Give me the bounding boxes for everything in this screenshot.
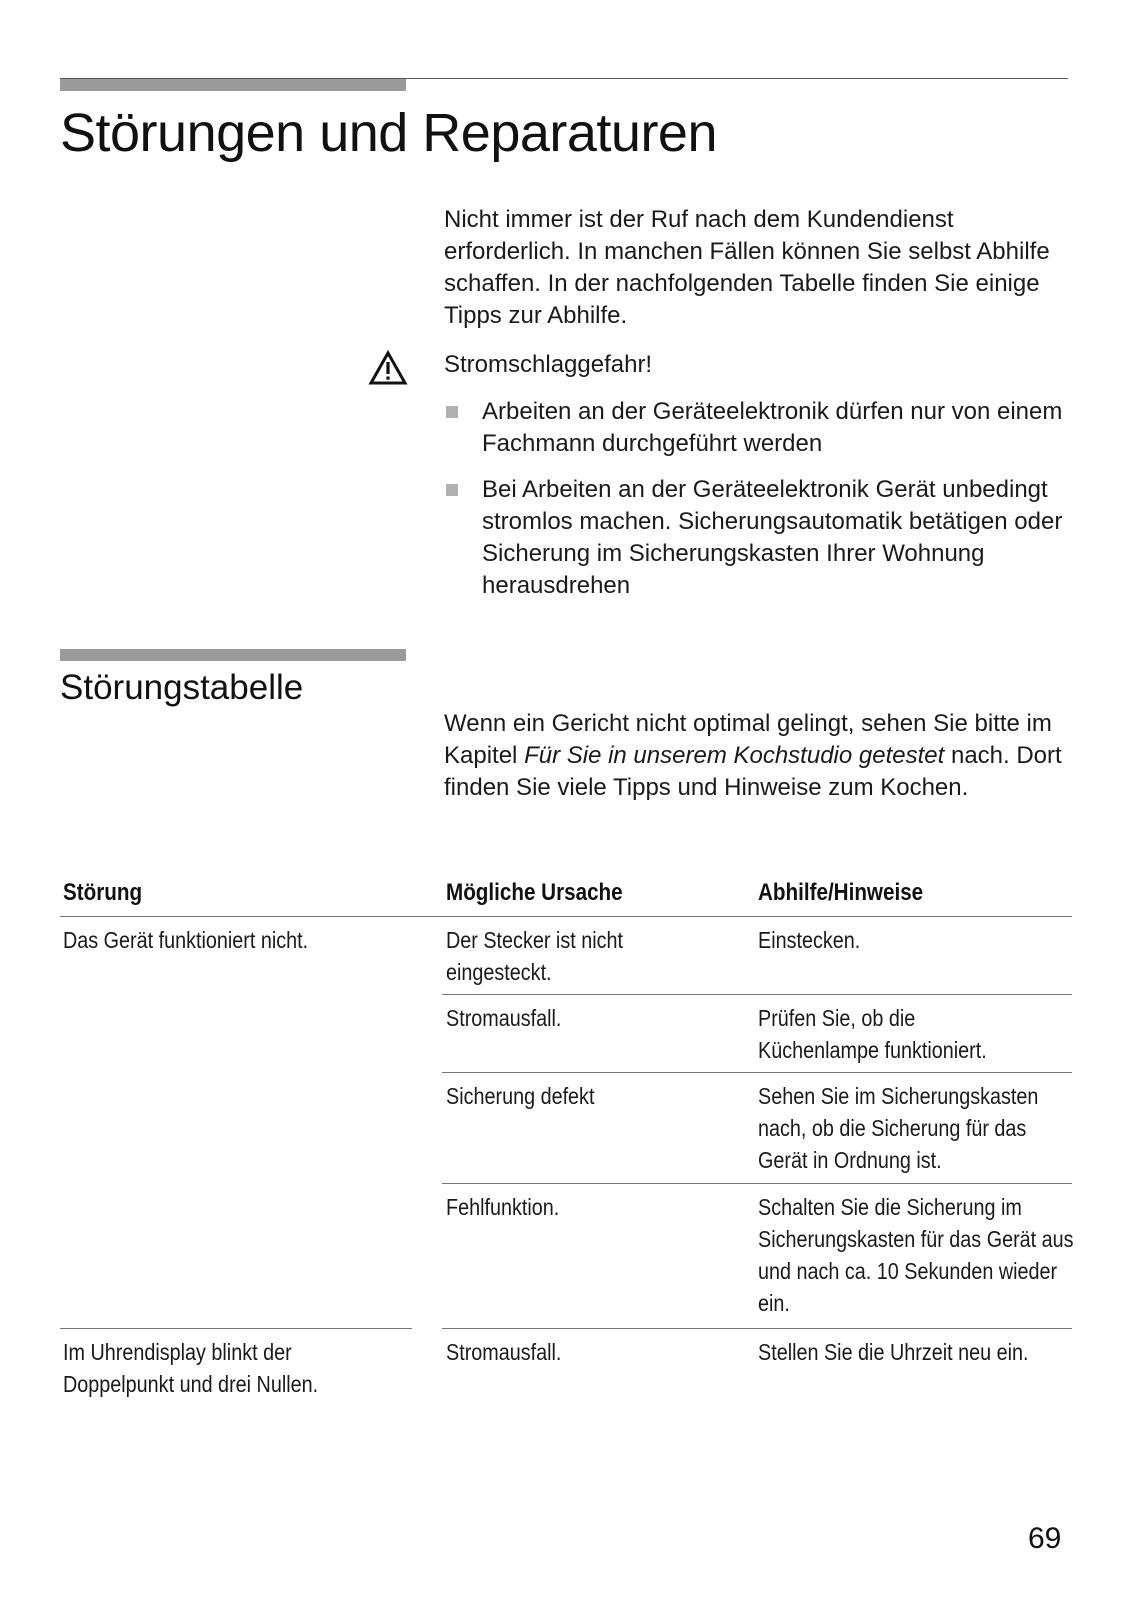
table-header-cause: Mögliche Ursache	[446, 879, 623, 906]
table-cell-remedy: Schalten Sie die Sicherung im Sicherungskasten für das Gerät aus und nach ca. 10 Sekunden wieder ein.	[758, 1194, 1074, 1316]
bullet-square-icon	[446, 406, 458, 418]
table-cell-remedy: Einstecken.	[758, 927, 861, 953]
intro-paragraph: Nicht immer ist der Ruf nach dem Kundendienst erforderlich. In manchen Fällen können Sie selbst Abhilfe schaffen. In der nachfolgenden Tabelle finden Sie einige Tipps zur Abhilfe.	[444, 206, 1050, 329]
warning-triangle-icon	[368, 350, 408, 386]
warning-title: Stromschlaggefahr!	[444, 351, 653, 378]
page-number: 69	[1028, 1522, 1062, 1555]
table-cell-fault: Im Uhrendisplay blinkt der Doppelpunkt und drei Nullen.	[63, 1339, 319, 1397]
table-cell-remedy: Stellen Sie die Uhrzeit neu ein.	[758, 1339, 1029, 1365]
table-header-remedy: Abhilfe/Hinweise	[758, 879, 924, 906]
table-cell-remedy: Sehen Sie im Sicherungskasten nach, ob die Sicherung für das Gerät in Ordnung ist.	[758, 1083, 1039, 1173]
table-cell-remedy: Prüfen Sie, ob die Küchenlampe funktioniert.	[758, 1005, 987, 1063]
warning-list	[444, 396, 1084, 616]
table-cell-cause: Stromausfall.	[446, 1005, 562, 1031]
warning-item: Arbeiten an der Geräteelektronik dürfen nur von einem Fachmann durchgeführt werden	[444, 396, 1084, 460]
page-title: Störungen und Reparaturen	[60, 103, 717, 163]
table-cell-cause: Stromausfall.	[446, 1339, 562, 1365]
warning-item: Bei Arbeiten an der Geräteelektronik Gerät unbedingt stromlos machen. Sicherungsautomatik betätigen oder Sicherung im Sicherungskasten Ihrer Wohnung herausdrehen	[444, 474, 1084, 602]
table-cell-cause: Fehlfunktion.	[446, 1194, 560, 1220]
table-row-divider	[442, 994, 1072, 995]
section-rule	[60, 649, 406, 661]
header-rule-thin	[406, 78, 1068, 79]
bullet-square-icon	[446, 484, 458, 496]
table-group-divider	[60, 1328, 412, 1329]
header-rule-thick	[60, 79, 406, 91]
table-row-divider	[442, 1183, 1072, 1184]
table-row-divider	[442, 1072, 1072, 1073]
table-cell-cause: Sicherung defekt	[446, 1083, 595, 1109]
section-title: Störungstabelle	[60, 668, 304, 707]
table-cell-cause: Der Stecker ist nicht eingesteckt.	[446, 927, 623, 985]
section-intro: Wenn ein Gericht nicht optimal gelingt, sehen Sie bitte im Kapitel Für Sie in unserem Kochstudio getestet nach. Dort finden Sie viele Tipps und Hinweise zum Kochen.	[444, 710, 1062, 801]
table-header-divider	[60, 916, 1072, 917]
table-cell-fault: Das Gerät funktioniert nicht.	[63, 927, 309, 953]
table-header-fault: Störung	[63, 879, 143, 906]
chapter-reference: Für Sie in unserem Kochstudio getestet	[524, 742, 945, 769]
table-row-divider	[442, 1328, 1072, 1329]
